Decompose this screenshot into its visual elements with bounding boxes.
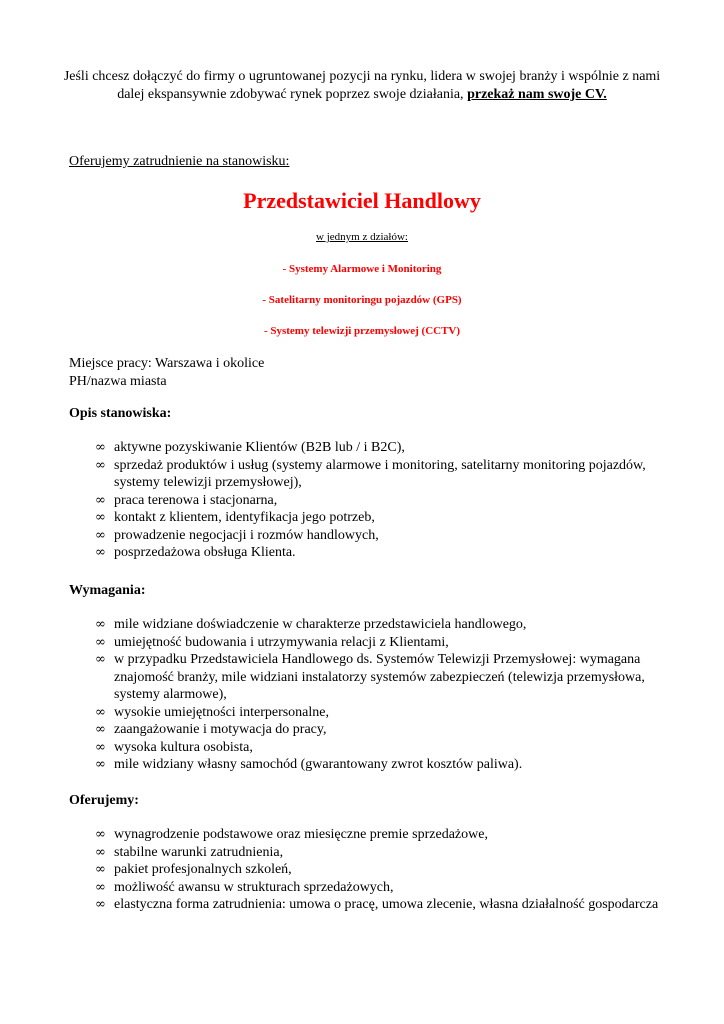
list-item <box>95 509 680 527</box>
list-item <box>95 826 680 844</box>
list-item-text: stabilne warunki zatrudnienia, <box>114 844 284 860</box>
list-item-text: elastyczna forma zatrudnienia: umowa o pracę, umowa zlecenie, własna działalność gospodarcza <box>114 897 659 912</box>
infinity-bullet-icon: ∞ <box>95 617 106 632</box>
offer-heading: Oferujemy: <box>69 793 139 808</box>
description-heading: Opis stanowiska: <box>69 406 172 421</box>
list-item-text: posprzedażowa obsługa Klienta. <box>114 545 296 560</box>
location-city-line: PH/nazwa miasta <box>69 374 167 389</box>
list-item <box>95 492 680 510</box>
infinity-bullet-icon: ∞ <box>95 704 106 720</box>
list-item <box>95 879 680 897</box>
list-item-text: kontakt z klientem, identyfikacja jego potrzeb, <box>114 510 375 525</box>
infinity-bullet-icon: ∞ <box>95 510 106 525</box>
list-item <box>95 457 680 492</box>
list-item-text: możliwość awansu w strukturach sprzedażowych, <box>114 879 394 895</box>
offer-line: Oferujemy zatrudnienie na stanowisku: <box>69 154 290 169</box>
infinity-bullet-icon: ∞ <box>95 862 106 877</box>
infinity-bullet-icon: ∞ <box>95 722 106 737</box>
intro-paragraph <box>60 68 664 104</box>
list-item <box>95 616 680 634</box>
list-item <box>95 739 680 757</box>
department-gps-monitoring: - Satelitarny monitoringu pojazdów (GPS) <box>262 294 462 306</box>
list-item-text: zaangażowanie i motywacja do pracy, <box>114 722 327 737</box>
infinity-bullet-icon: ∞ <box>95 652 106 667</box>
infinity-bullet-icon: ∞ <box>95 457 106 473</box>
infinity-bullet-icon: ∞ <box>95 545 106 560</box>
list-item-text: pakiet profesjonalnych szkoleń, <box>114 862 292 877</box>
infinity-bullet-icon: ∞ <box>95 879 106 895</box>
list-item <box>95 721 680 739</box>
infinity-bullet-icon: ∞ <box>95 527 106 543</box>
list-item <box>95 896 680 914</box>
intro-text: Jeśli chcesz dołączyć do firmy o ugruntowanej pozycji na rynku, lidera w swojej branży i wspólnie z nami dalej ekspansywnie zdobywać rynek poprzez swoje działania, <box>63 69 661 102</box>
infinity-bullet-icon: ∞ <box>95 440 106 455</box>
list-item-text: mile widziane doświadczenie w charakterze przedstawiciela handlowego, <box>114 617 527 632</box>
infinity-bullet-icon: ∞ <box>95 897 106 912</box>
infinity-bullet-icon: ∞ <box>95 634 106 650</box>
location-line: Miejsce pracy: Warszawa i okolice <box>69 356 265 371</box>
list-item <box>95 704 680 722</box>
list-item-text: aktywne pozyskiwanie Klientów (B2B lub / i B2C), <box>114 440 405 455</box>
requirements-heading: Wymagania: <box>69 583 146 598</box>
list-item <box>95 756 680 774</box>
list-item <box>95 844 680 862</box>
cv-call-to-action: przekaż nam swoje CV. <box>467 87 607 102</box>
infinity-bullet-icon: ∞ <box>95 492 106 508</box>
list-item <box>95 439 680 457</box>
infinity-bullet-icon: ∞ <box>95 844 106 860</box>
list-item <box>95 634 680 652</box>
infinity-bullet-icon: ∞ <box>95 739 106 755</box>
list-item-text: prowadzenie negocjacji i rozmów handlowych, <box>114 527 379 543</box>
work-location <box>69 355 264 391</box>
infinity-bullet-icon: ∞ <box>95 827 106 842</box>
list-item <box>95 651 680 704</box>
list-item-text: wynagrodzenie podstawowe oraz miesięczne premie sprzedażowe, <box>114 827 488 842</box>
department-alarm-systems: - Systemy Alarmowe i Monitoring <box>282 263 442 275</box>
job-title: Przedstawiciel Handlowy <box>243 188 481 213</box>
infinity-bullet-icon: ∞ <box>95 757 106 772</box>
list-item-text: sprzedaż produktów i usług (systemy alarmowe i monitoring, satelitarny monitoring pojazdów, systemy telewizji przemysłowej), <box>114 457 646 490</box>
list-item-text: w przypadku Przedstawiciela Handlowego ds. Systemów Telewizji Przemysłowej: wymagana znajomość branży, mile widziani instalatorzy systemów zabezpieczeń (telewizja przemysłowa, systemy alarmowe), <box>114 652 645 702</box>
description-list <box>95 439 680 562</box>
requirements-list <box>95 616 680 774</box>
list-item <box>95 861 680 879</box>
offer-list <box>95 826 680 914</box>
list-item-text: wysokie umiejętności interpersonalne, <box>114 704 329 720</box>
list-item-text: praca terenowa i stacjonarna, <box>114 492 278 508</box>
list-item-text: umiejętność budowania i utrzymywania relacji z Klientami, <box>114 634 449 650</box>
list-item <box>95 527 680 545</box>
list-item <box>95 544 680 562</box>
departments-intro: w jednym z działów: <box>316 231 408 243</box>
list-item-text: wysoka kultura osobista, <box>114 739 253 755</box>
department-cctv: - Systemy telewizji przemysłowej (CCTV) <box>263 325 461 337</box>
list-item-text: mile widziany własny samochód (gwarantowany zwrot kosztów paliwa). <box>114 757 523 772</box>
